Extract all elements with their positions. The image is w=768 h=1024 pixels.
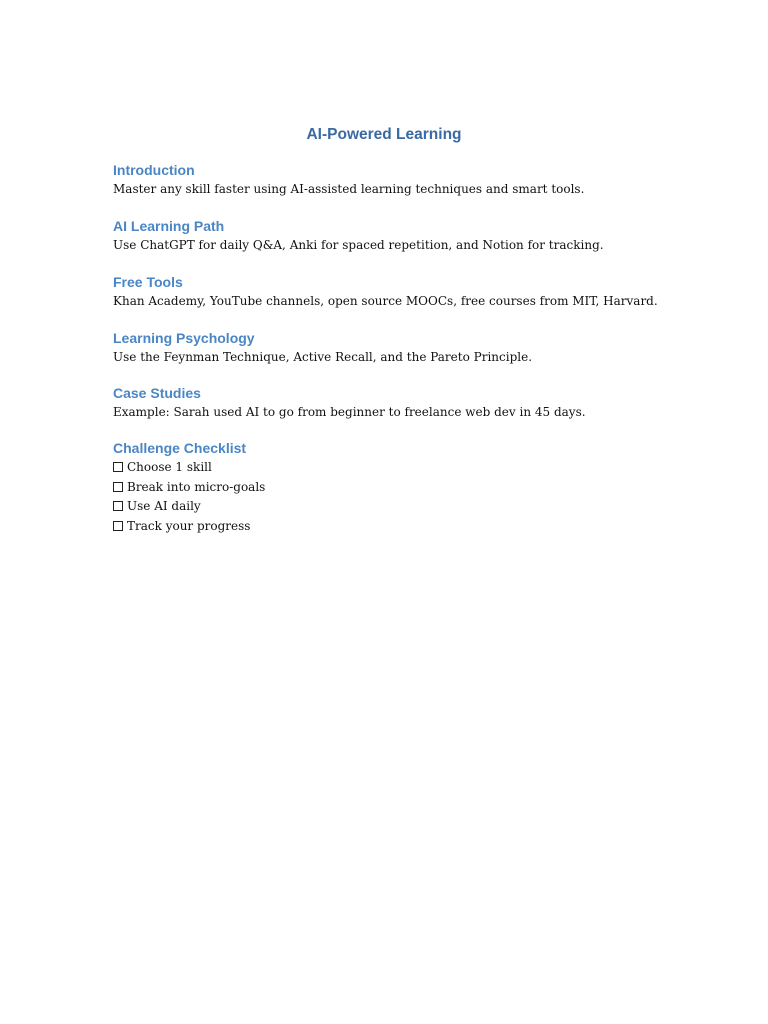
checklist-item-label: Break into micro-goals bbox=[127, 479, 266, 494]
section-introduction bbox=[113, 160, 673, 199]
checkbox-icon[interactable] bbox=[113, 501, 123, 511]
checklist-item bbox=[113, 458, 673, 478]
section-text: Example: Sarah used AI to go from beginner to freelance web dev in 45 days. bbox=[113, 405, 586, 419]
section-heading: AI Learning Path bbox=[113, 218, 225, 234]
section-challenge-checklist bbox=[113, 438, 673, 536]
section-text: Master any skill faster using AI-assisted learning techniques and smart tools. bbox=[113, 182, 585, 196]
section-free-tools bbox=[113, 272, 673, 311]
section-heading: Challenge Checklist bbox=[113, 440, 247, 456]
checkbox-icon[interactable] bbox=[113, 521, 123, 531]
section-ai-learning-path bbox=[113, 216, 673, 255]
checklist-item-label: Choose 1 skill bbox=[127, 460, 212, 474]
checklist-item-label: Track your progress bbox=[127, 518, 251, 533]
section-heading: Introduction bbox=[113, 162, 195, 178]
checklist-item bbox=[113, 478, 673, 498]
document-title: AI-Powered Learning bbox=[306, 126, 462, 143]
checklist-item-label: Use AI daily bbox=[127, 499, 201, 513]
checklist bbox=[113, 458, 673, 536]
section-heading: Case Studies bbox=[113, 385, 201, 401]
section-text: Use the Feynman Technique, Active Recall, and the Pareto Principle. bbox=[113, 350, 533, 364]
section-learning-psychology bbox=[113, 328, 673, 367]
section-text: Use ChatGPT for daily Q&A, Anki for spaced repetition, and Notion for tracking. bbox=[113, 238, 604, 252]
checklist-item bbox=[113, 517, 673, 537]
section-case-studies bbox=[113, 383, 673, 422]
section-heading: Learning Psychology bbox=[113, 330, 255, 346]
document-content bbox=[113, 124, 673, 536]
section-heading: Free Tools bbox=[113, 274, 183, 290]
section-text: Khan Academy, YouTube channels, open source MOOCs, free courses from MIT, Harvard. bbox=[113, 294, 658, 308]
checkbox-icon[interactable] bbox=[113, 482, 123, 492]
checkbox-icon[interactable] bbox=[113, 462, 123, 472]
checklist-item bbox=[113, 497, 673, 517]
